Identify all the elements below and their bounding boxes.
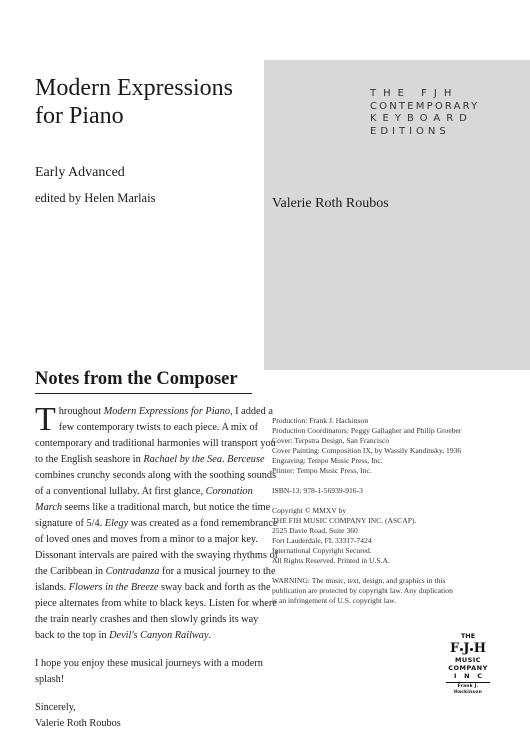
text-run: sway back and forth as the piece alternates from white to black keys. Listen for where the train nearly crashes and then slowly grinds its way back to the top in [35,582,277,641]
text-run: . [222,454,228,465]
copyright-line: Copyright © MMXV by [272,506,347,515]
notes-heading: Notes from the Composer [35,369,238,389]
logo-the: THE [460,632,476,640]
logo-music: MUSIC [454,656,482,664]
drop-cap: T [35,401,56,438]
warning-line: publication are protected by copyright law. Any duplication [272,586,453,595]
credit-line: Production Coordinators: Peggy Gallagher and Philip Groeber [272,426,462,435]
editor-credit: edited by Helen Marlais [35,191,156,205]
credit-line: Engraving: Tempo Music Press, Inc. [272,456,383,465]
text-run: for a musical journey to the islands. [35,566,276,593]
logo-letter-f: F [450,641,460,656]
copyright-warning [272,576,472,606]
signature: Valerie Roth Roubos [35,718,121,729]
logo-initials [450,642,486,656]
notes-paragraph-1 [35,401,280,644]
isbn [272,486,472,496]
piece-title: Elegy [104,518,129,529]
copyright-notice [272,506,472,566]
text-run: . [208,630,212,641]
piece-title: Coronation March [35,486,253,513]
heading-rule [35,393,252,394]
series-line-4: EDITIONS [370,125,450,137]
text-run: combines crunchy seconds along with the soothing sounds of a conventional lullaby. At first glance, [35,470,277,497]
notes-paragraph-2: I hope you enjoy these musical journeys with a modern splash! [35,658,263,685]
series-name [370,88,480,138]
text-run: hroughout [58,406,104,417]
logo-inc [454,672,482,680]
copyright-line: THE FJH MUSIC COMPANY INC. (ASCAP). [272,516,417,525]
text-run: , I added a few contemporary twists to each piece. A mix of contemporary and traditional harmonies will transport you to the English seashore in [35,406,276,465]
signature-block [35,700,280,732]
logo-inc-i: I [454,672,457,680]
level-label: Early Advanced [35,165,125,180]
closing: Sincerely, [35,702,76,713]
piece-title: Modern Expressions for Piano [103,406,231,417]
piece-title: Rachael by the Sea [143,454,223,465]
copyright-line: All Rights Reserved. Printed in U.S.A. [272,556,390,565]
book-title-line-2: for Piano [35,103,124,129]
warning-line: is an infringement of U.S. copyright law. [272,596,397,605]
credits [272,416,472,616]
text-run: was created as a fond remembrance of loved ones and moves from a minor to a major key. Dissonant intervals are paired with the swaying rhythms of the Caribbean in [35,518,279,577]
series-line-1: THE FJH [370,88,459,99]
logo-inc-c: C [477,672,482,680]
logo-founder: Frank J. Hackinson [454,684,482,695]
logo-company: COMPANY [448,664,488,672]
series-line-2: CONTEMPORARY [370,100,480,112]
logo-dot [470,648,473,651]
series-line-3: KEYBOARD [370,113,473,124]
piece-title: Contradanza [105,566,160,577]
credit-line: Cover Painting: Composition IX, by Wassily Kandinsky, 1936 [272,446,462,455]
composer-name: Valerie Roth Roubos [272,196,389,211]
credit-line: Production: Frank J. Hackinson [272,416,369,425]
notes-body [35,401,280,732]
logo-letter-j: J [463,641,470,656]
credit-line: Printer: Tempo Music Press, Inc. [272,466,372,475]
book-title [35,74,233,130]
logo-inc-n: N [464,672,470,680]
isbn-text: ISBN-13: 978-1-56939-916-3 [272,486,363,495]
book-title-line-1: Modern Expressions [35,75,233,101]
credit-line: Cover: Terpstra Design, San Francisco [272,436,390,445]
warning-line: WARNING: The music, text, design, and graphics in this [272,576,446,585]
copyright-line: International Copyright Secured. [272,546,372,555]
copyright-line: 2525 Davie Road, Suite 360 [272,526,358,535]
text-run: seems like a traditional march, but notice the time signature of 5/4. [35,502,271,529]
piece-title: Flowers in the Breeze [68,582,159,593]
copyright-line: Fort Lauderdale, FL 33317-7424 [272,536,372,545]
piece-title: Devil's Canyon Railway [109,630,209,641]
logo-letter-h: H [473,641,486,656]
fjh-logo [444,632,492,712]
piece-title: Berceuse [227,454,265,465]
logo-rule [446,682,490,683]
production-credits [272,416,472,476]
